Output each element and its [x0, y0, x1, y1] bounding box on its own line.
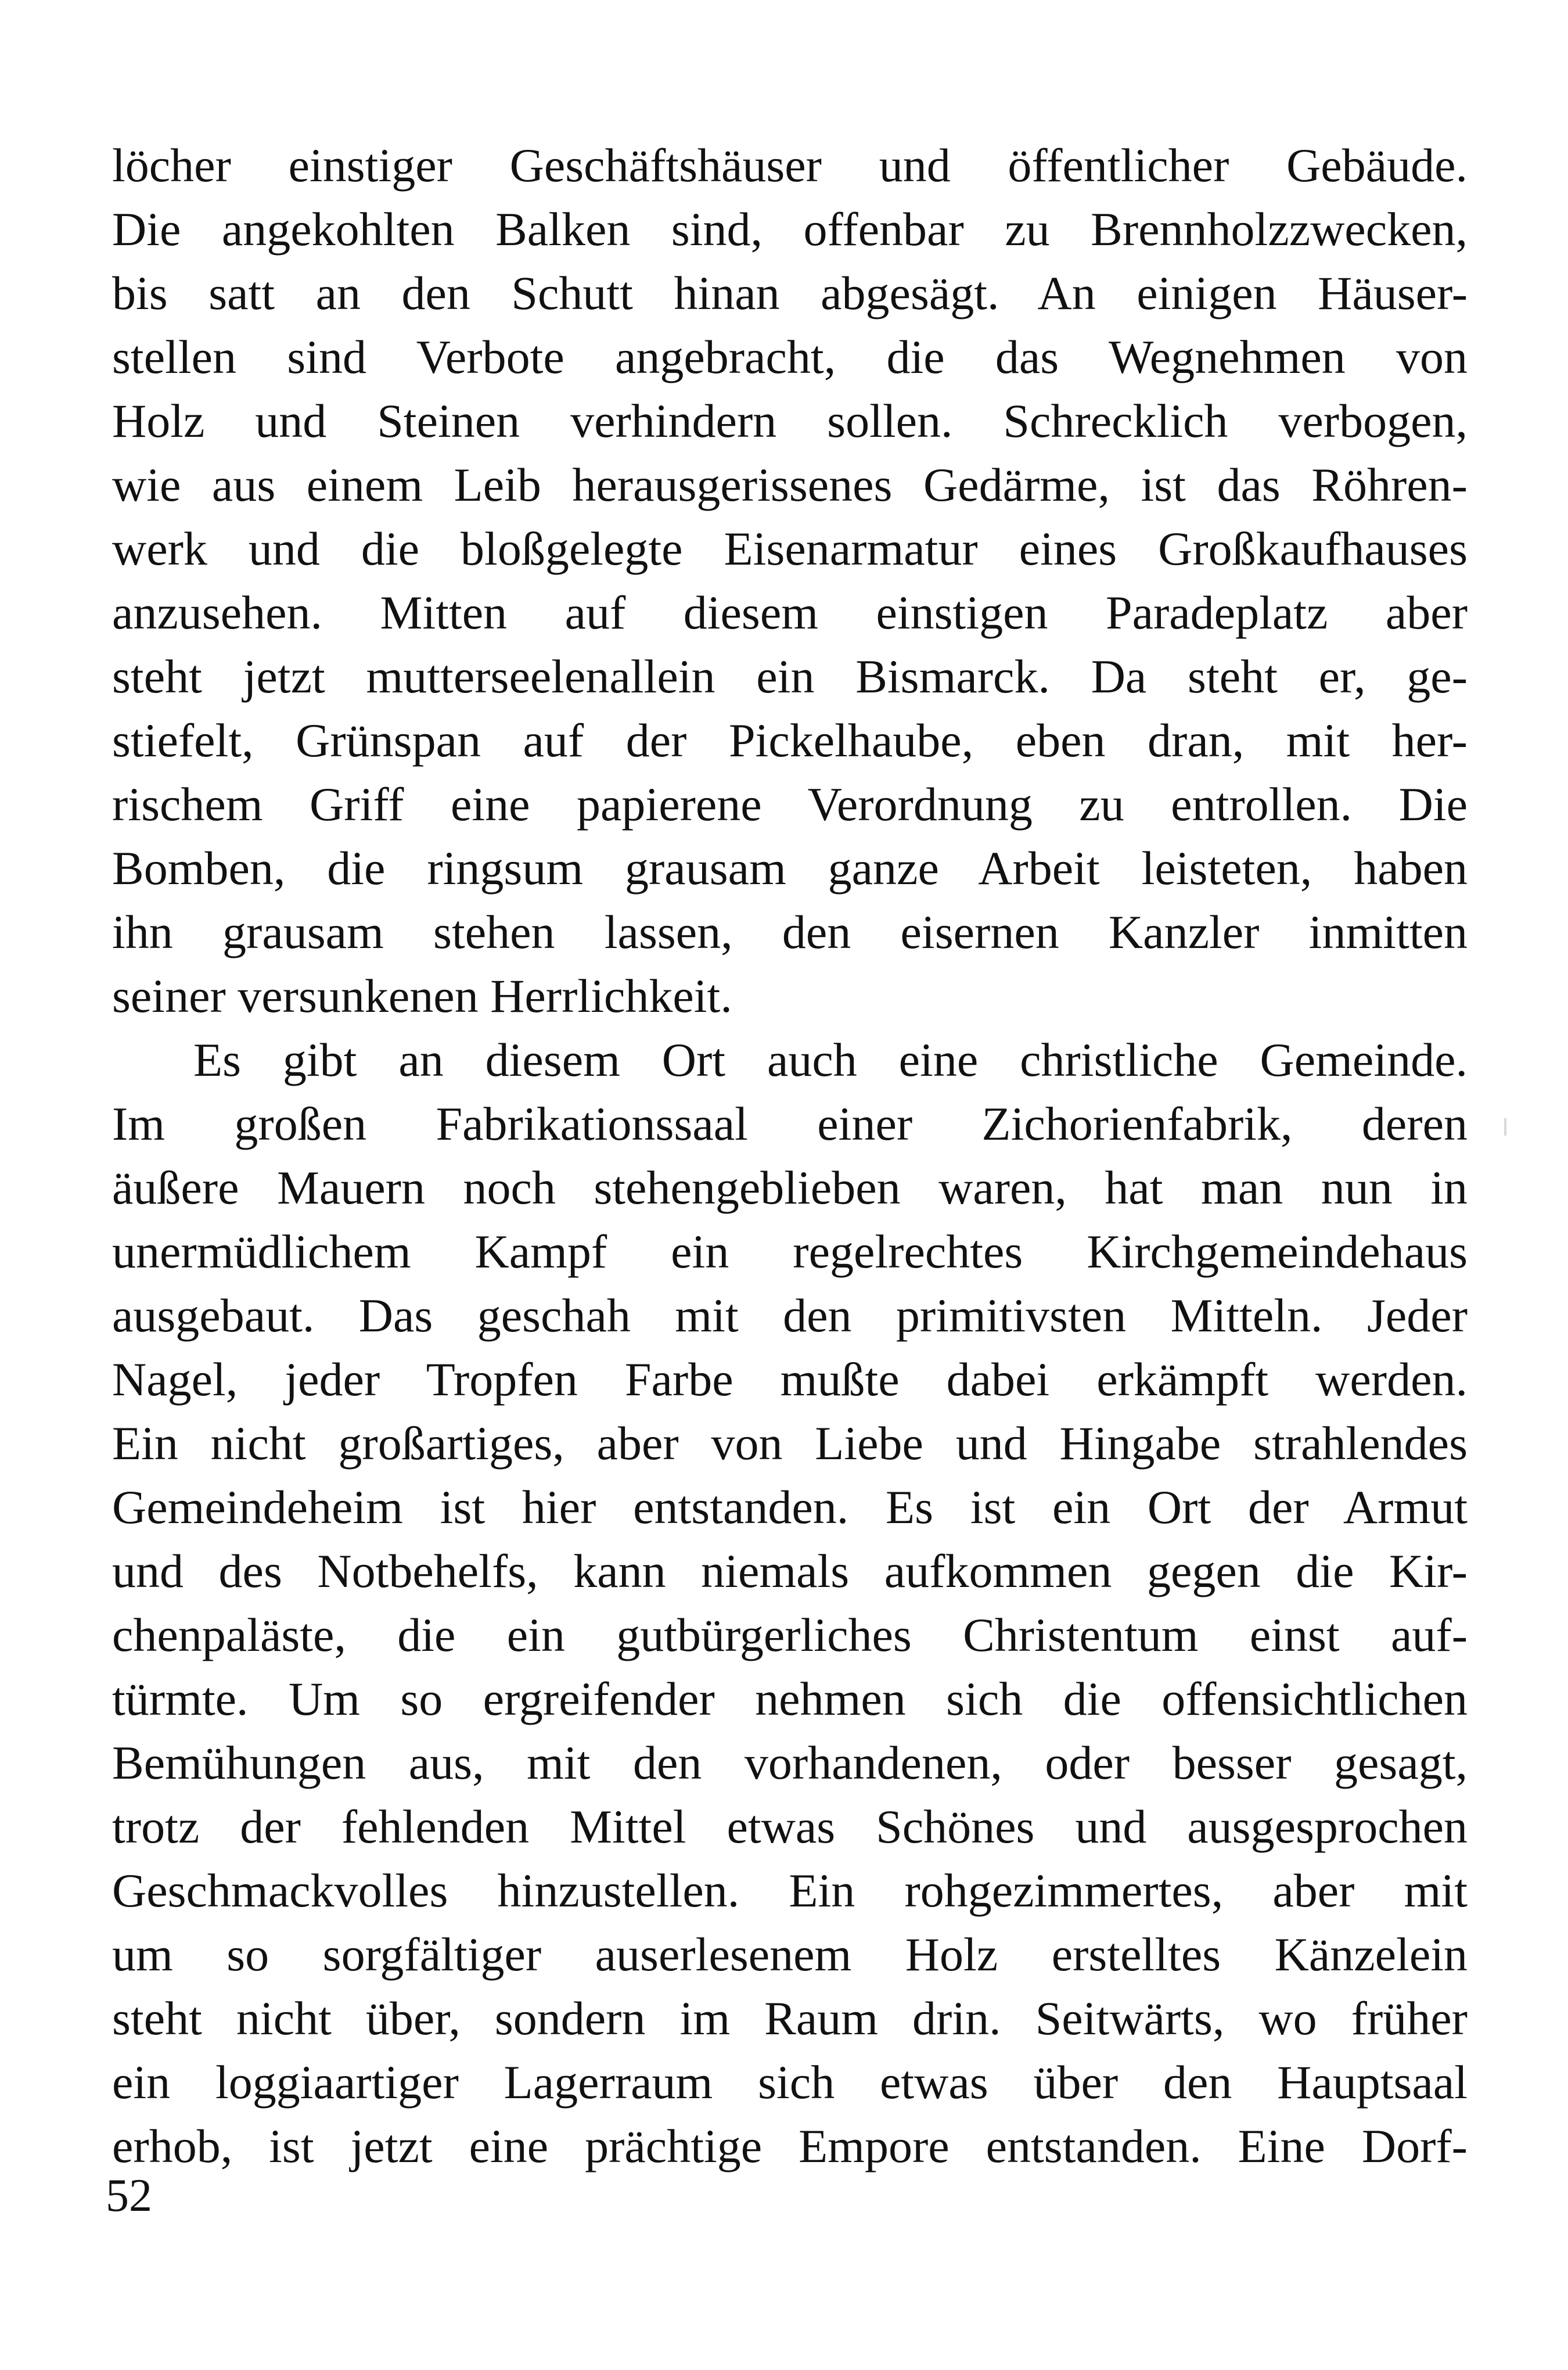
text-line: und des Notbehelfs, kann niemals aufkommen gegen die Kir- [112, 1545, 1468, 1597]
text-line: steht nicht über, sondern im Raum drin. Seitwärts, wo früher [112, 1992, 1468, 2045]
text-line: Im großen Fabrikationssaal einer Zichorienfabrik, deren [112, 1097, 1468, 1150]
text-line: stellen sind Verbote angebracht, die das Wegnehmen von [112, 331, 1468, 383]
text-line: äußere Mauern noch stehengeblieben waren, hat man nun in [112, 1161, 1468, 1214]
text-line: Nagel, jeder Tropfen Farbe mußte dabei erkämpft werden. [112, 1353, 1468, 1406]
text-line: Holz und Steinen verhindern sollen. Schrecklich verbogen, [112, 394, 1468, 447]
text-line: ausgebaut. Das geschah mit den primitivsten Mitteln. Jeder [112, 1289, 1468, 1342]
text-line: erhob, ist jetzt eine prächtige Empore entstanden. Eine Dorf- [112, 2120, 1468, 2172]
text-line: werk und die bloßgelegte Eisenarmatur eines Großkaufhauses [112, 522, 1468, 575]
text-line: steht jetzt mutterseelenallein ein Bismarck. Da steht er, ge- [112, 650, 1468, 703]
text-line: Bemühungen aus, mit den vorhandenen, oder besser gesagt, [112, 1736, 1468, 1789]
text-line: Ein nicht großartiges, aber von Liebe und Hingabe strahlendes [112, 1417, 1468, 1470]
text-line: seiner versunkenen Herrlichkeit. [112, 969, 732, 1022]
text-line: Die angekohlten Balken sind, offenbar zu Brennholzzwecken, [112, 203, 1468, 256]
text-line: chenpaläste, die ein gutbürgerliches Christentum einst auf- [112, 1608, 1468, 1661]
text-line: löcher einstiger Geschäftshäuser und öffentlicher Gebäude. [112, 139, 1468, 192]
text-line: unermüdlichem Kampf ein regelrechtes Kirchgemeindehaus [112, 1225, 1468, 1278]
text-line: anzusehen. Mitten auf diesem einstigen Paradeplatz aber [112, 586, 1468, 639]
text-line: rischem Griff eine papierene Verordnung zu entrollen. Die [112, 778, 1468, 831]
text-line: bis satt an den Schutt hinan abgesägt. An einigen Häuser- [112, 267, 1468, 319]
text-line: stiefelt, Grünspan auf der Pickelhaube, eben dran, mit her- [112, 714, 1468, 767]
margin-mark [1504, 1118, 1506, 1136]
text-line: Geschmackvolles hinzustellen. Ein rohgezimmertes, aber mit [112, 1864, 1468, 1917]
text-line: türmte. Um so ergreifender nehmen sich die offensichtlichen [112, 1672, 1468, 1725]
page-number: 52 [106, 2170, 152, 2221]
text-line: um so sorgfältiger auserlesenem Holz erstelltes Känzelein [112, 1928, 1468, 1981]
text-line: Gemeindeheim ist hier entstanden. Es ist ein Ort der Armut [112, 1481, 1468, 1534]
body-text [112, 134, 1468, 2178]
text-line: ein loggiaartiger Lagerraum sich etwas über den Hauptsaal [112, 2056, 1468, 2109]
text-line: ihn grausam stehen lassen, den eisernen Kanzler inmitten [112, 906, 1468, 958]
text-line: wie aus einem Leib herausgerissenes Gedärme, ist das Röhren- [112, 458, 1468, 511]
text-line: Bomben, die ringsum grausam ganze Arbeit leisteten, haben [112, 842, 1468, 895]
text-line: trotz der fehlenden Mittel etwas Schönes und ausgesprochen [112, 1800, 1468, 1853]
text-line: Es gibt an diesem Ort auch eine christliche Gemeinde. [193, 1033, 1468, 1086]
